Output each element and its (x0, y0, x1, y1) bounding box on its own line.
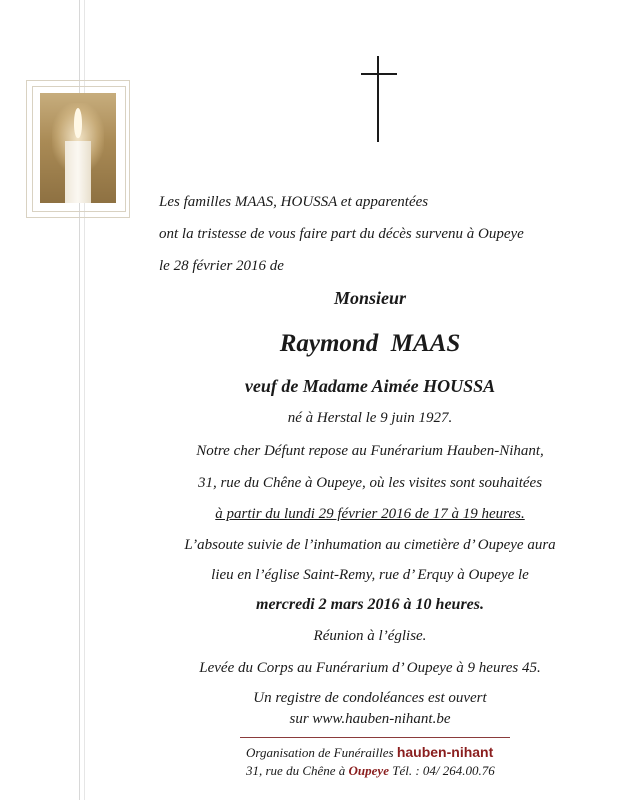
salutation: Monsieur (333, 288, 407, 308)
visits-line: à partir du lundi 29 février 2016 de 17 à 19 heures. (215, 506, 525, 522)
footer-organisation (246, 744, 493, 761)
deceased-name: Raymond MAAS (279, 330, 461, 357)
footer-address-prefix: 31, rue du Chêne à (246, 763, 346, 778)
footer-org-prefix: Organisation de Funérailles (246, 745, 394, 760)
intro-line-3: le 28 février 2016 de (159, 258, 284, 274)
spouse-line: veuf de Madame Aimée HOUSSA (244, 376, 496, 396)
service-line-2: lieu en l’église Saint-Remy, rue d’ Erquy à Oupeye le (211, 567, 529, 583)
levee-line: Levée du Corps au Funérarium d’ Oupeye à 9 heures 45. (199, 660, 541, 676)
footer-phone: Tél. : 04/ 264.00.76 (392, 763, 495, 778)
flame-icon (74, 108, 82, 138)
intro-line-2: ont la tristesse de vous faire part du décès survenu à Oupeye (159, 226, 524, 242)
meeting-line: Réunion à l’église. (313, 628, 427, 644)
registry-line-1: Un registre de condoléances est ouvert (253, 690, 487, 706)
candle-icon (65, 141, 91, 203)
cross-icon (361, 56, 397, 142)
intro-line-1: Les familles MAAS, HOUSSA et apparentées (159, 194, 429, 210)
footer-town: Oupeye (348, 763, 389, 778)
footer-address (246, 763, 495, 779)
birth-line: né à Herstal le 9 juin 1927. (287, 410, 453, 426)
registry-link[interactable]: sur www.hauben-nihant.be (289, 711, 451, 727)
candle-photo (40, 93, 116, 203)
rest-line-2: 31, rue du Chêne à Oupeye, où les visites sont souhaitées (197, 475, 543, 491)
service-date: mercredi 2 mars 2016 à 10 heures. (256, 596, 484, 613)
service-line-1: L’absoute suivie de l’inhumation au cimetière d’ Oupeye aura (184, 537, 556, 553)
footer-divider (240, 737, 510, 738)
rest-line-1: Notre cher Défunt repose au Funérarium Hauben-Nihant, (196, 443, 544, 459)
brand-logo: hauben-nihant (396, 744, 494, 760)
